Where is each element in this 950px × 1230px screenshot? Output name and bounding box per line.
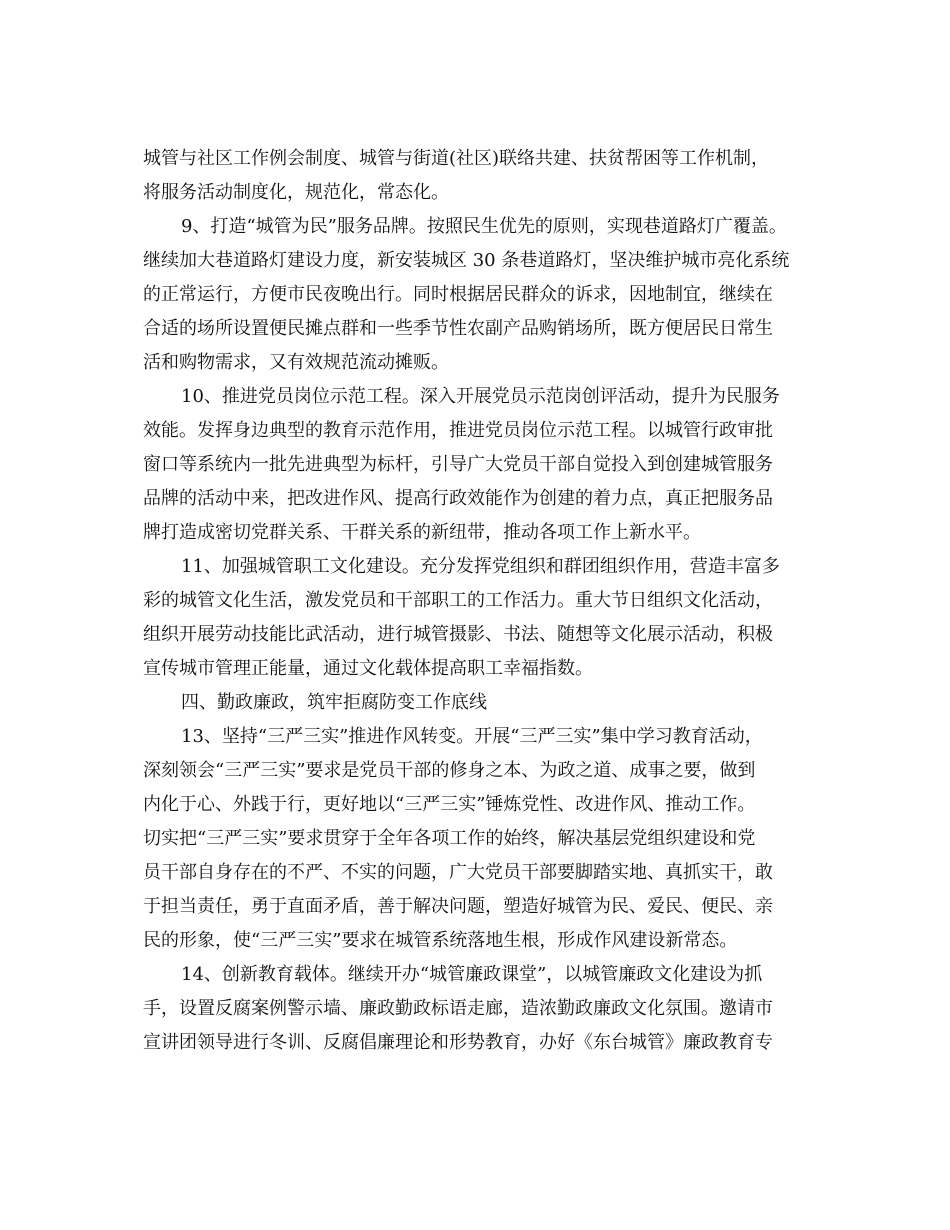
text-line: 宣传城市管理正能量，通过文化载体提高职工幸福指数。 bbox=[143, 658, 593, 679]
text-line: 切实把“三严三实”要求贯穿于全年各项工作的始终，解决基层党组织建设和党 bbox=[143, 828, 756, 849]
text-line: 活和购物需求，又有效规范流动摊贩。 bbox=[143, 352, 449, 373]
section-heading: 四、勤政廉政，筑牢拒腐防变工作底线 bbox=[181, 692, 487, 713]
text-line: 窗口等系统内一批先进典型为标杆，引导广大党员干部自觉投入到创建城管服务 bbox=[143, 454, 773, 475]
document-body bbox=[143, 142, 833, 1060]
text-line: 牌打造成密切党群关系、干群关系的新纽带，推动各项工作上新水平。 bbox=[143, 522, 701, 543]
text-line: 合适的场所设置便民摊点群和一些季节性农副产品购销场所，既方便居民日常生 bbox=[143, 318, 773, 339]
text-line: 继续加大巷道路灯建设力度，新安装城区 30 条巷道路灯，坚决维护城市亮化系统 bbox=[143, 250, 790, 271]
paragraph-start-line: 14、创新教育载体。继续开办“城管廉政课堂”，以城管廉政文化建设为抓 bbox=[181, 964, 763, 985]
paragraph-start-line: 13、坚持“三严三实”推进作风转变。开展“三严三实”集中学习教育活动， bbox=[181, 726, 763, 747]
text-line: 深刻领会“三严三实”要求是党员干部的修身之本、为政之道、成事之要，做到 bbox=[143, 760, 756, 781]
text-line: 员干部自身存在的不严、不实的问题，广大党员干部要脚踏实地、真抓实干，敢 bbox=[143, 862, 773, 883]
text-line: 手，设置反腐案例警示墙、廉政勤政标语走廊，造浓勤政廉政文化氛围。邀请市 bbox=[143, 998, 773, 1019]
text-line: 于担当责任，勇于直面矛盾，善于解决问题，塑造好城管为民、爱民、便民、亲 bbox=[143, 896, 773, 917]
text-line: 效能。发挥身边典型的教育示范作用，推进党员岗位示范工程。以城管行政审批 bbox=[143, 420, 773, 441]
text-line: 组织开展劳动技能比武活动，进行城管摄影、书法、随想等文化展示活动，积极 bbox=[143, 624, 773, 645]
paragraph-start-line: 10、推进党员岗位示范工程。深入开展党员示范岗创评活动，提升为民服务 bbox=[181, 386, 780, 407]
text-line: 彩的城管文化生活，激发党员和干部职工的工作活力。重大节日组织文化活动， bbox=[143, 590, 773, 611]
text-line: 宣讲团领导进行冬训、反腐倡廉理论和形势教育，办好《东台城管》廉政教育专 bbox=[143, 1032, 773, 1053]
text-line: 民的形象，使“三严三实”要求在城管系统落地生根，形成作风建设新常态。 bbox=[143, 930, 738, 951]
text-line: 品牌的活动中来，把改进作风、提高行政效能作为创建的着力点，真正把服务品 bbox=[143, 488, 773, 509]
text-line: 城管与社区工作例会制度、城管与街道(社区)联络共建、扶贫帮困等工作机制， bbox=[143, 148, 770, 169]
text-line: 将服务活动制度化，规范化，常态化。 bbox=[143, 182, 449, 203]
paragraph-start-line: 11、加强城管职工文化建设。充分发挥党组织和群团组织作用，营造丰富多 bbox=[181, 556, 780, 577]
text-line: 内化于心、外践于行，更好地以“三严三实”锤炼党性、改进作风、推动工作。 bbox=[143, 794, 756, 815]
paragraph-start-line: 9、打造“城管为民”服务品牌。按照民生优先的原则，实现巷道路灯广覆盖。 bbox=[181, 216, 787, 237]
text-line: 的正常运行，方便市民夜晚出行。同时根据居民群众的诉求，因地制宜，继续在 bbox=[143, 284, 773, 305]
